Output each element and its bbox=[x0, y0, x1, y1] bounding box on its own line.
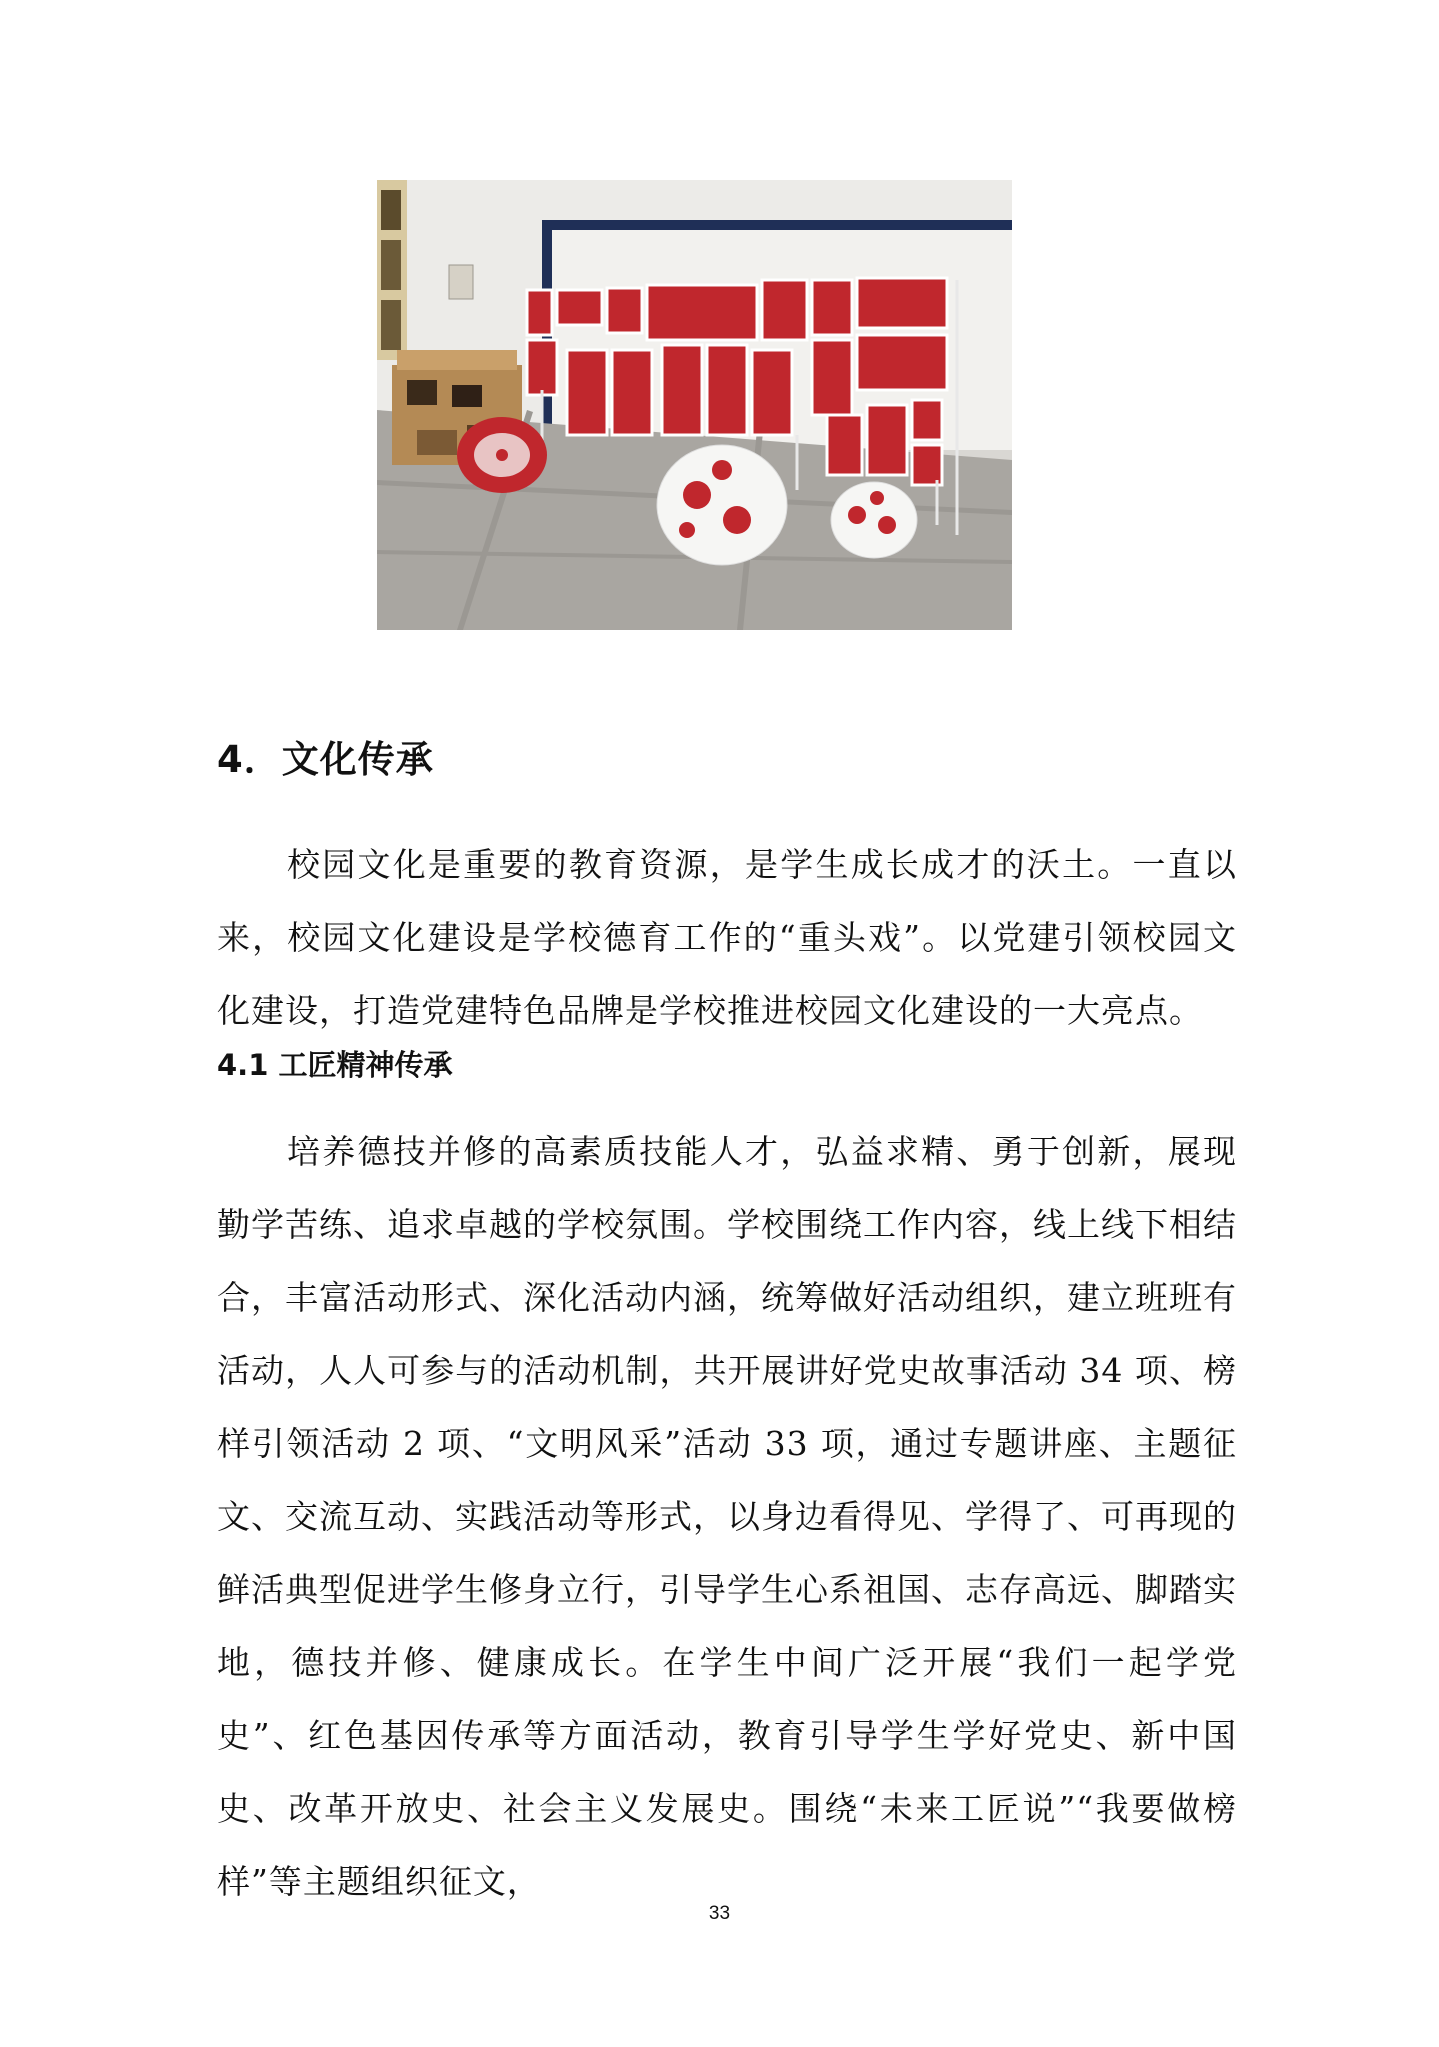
page-number: 33 bbox=[708, 1903, 731, 1924]
papercut-exhibition-photo bbox=[377, 180, 1012, 630]
section-heading: 4．文化传承 bbox=[217, 738, 434, 781]
section-intro-paragraph: 校园文化是重要的教育资源，是学生成长成才的沃土。一直以来，校园文化建设是学校德育工作的“重头戏”。以党建引领校园文化建设，打造党建特色品牌是学校推进校园文化建设的一大亮点。 bbox=[217, 845, 1237, 1030]
subsection-body-paragraph: 培养德技并修的高素质技能人才，弘益求精、勇于创新，展现勤学苦练、追求卓越的学校氛围。学校围绕工作内容，线上线下相结合，丰富活动形式、深化活动内涵，统筹做好活动组织，建立班班有活动，人人可参与的活动机制，共开展讲好党史故事活动 34 项、榜样引领活动 2 项、“文明风采”活动 33 项，通过专题讲座、主题征文、交流互动、实践活动等形式，以身边看得见、学得了、可再现的鲜活典型促进学生修身立行，引导学生心系祖国、志存高远、脚踏实地，德技并修、健康成长。在学生中间广泛开展“我们一起学党史”、红色基因传承等方面活动，教育引导学生学好党史、新中国史、改革开放史、社会主义发展史。围绕“未来工匠说”“我要做榜样”等主题组织征文， bbox=[217, 1132, 1237, 1901]
photo-illustration bbox=[377, 180, 1012, 630]
subsection-heading: 4.1 工匠精神传承 bbox=[217, 1048, 453, 1082]
